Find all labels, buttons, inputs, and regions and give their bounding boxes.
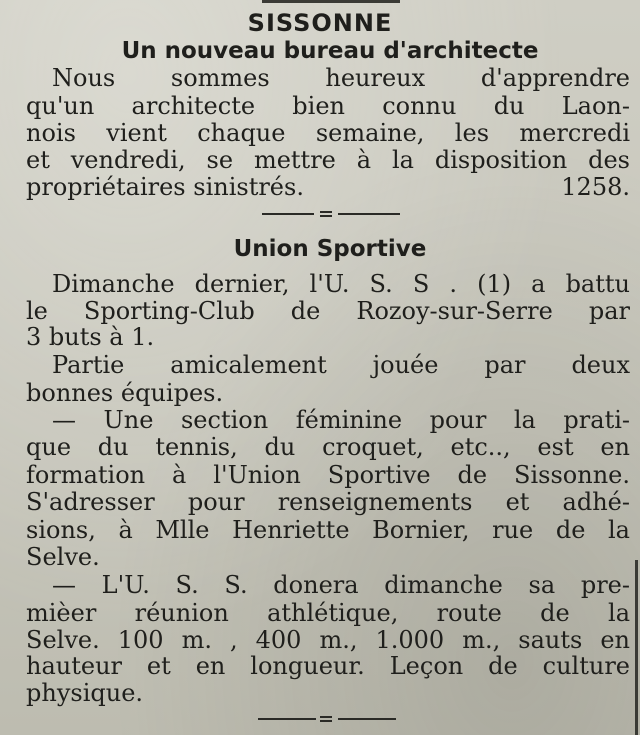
column-rule [635, 560, 638, 735]
article-line: S'adresser pour renseignements et adhé- [26, 488, 630, 516]
article-line: hauteur et en longueur. Leçon de culture [26, 652, 630, 680]
article-line: 3 buts à 1. [26, 323, 155, 351]
article-title: Un nouveau bureau d'architecte [121, 38, 539, 64]
article-line: mièer réunion athlétique, route de la [26, 599, 630, 627]
article-line: le Sporting-Club de Rozoy-sur-Serre par [26, 297, 630, 325]
article-line: que du tennis, du croquet, etc.., est en [26, 433, 630, 461]
article-line: et vendredi, se mettre à la disposition des [26, 146, 630, 174]
separator [0, 712, 640, 726]
reference-number: 1258. [561, 173, 630, 201]
article-line: — L'U. S. S. donera dimanche sa pre- [52, 571, 630, 599]
top-rule [262, 0, 400, 3]
article-line: formation à l'Union Sportive de Sissonne. [26, 461, 630, 489]
article-title: Union Sportive [233, 236, 427, 262]
article-line: Partie amicalement jouée par deux [52, 351, 630, 379]
article-line: bonnes équipes. [26, 379, 224, 407]
article-line: Dimanche dernier, l'U. S. S . (1) a battu [52, 270, 630, 298]
separator [0, 207, 640, 221]
article-last-line [26, 173, 630, 201]
article-line: physique. [26, 679, 144, 707]
article-line: nois vient chaque semaine, les mercredi [26, 119, 630, 147]
article-line: — Une section féminine pour la prati- [52, 406, 630, 434]
article-line: Nous sommes heureux d'apprendre [52, 64, 630, 92]
article-line: Selve. 100 m. , 400 m., 1.000 m., sauts en [26, 626, 630, 654]
article-line: sions, à Mlle Henriette Bornier, rue de la [26, 516, 630, 544]
article-line: propriétaires sinistrés. [26, 173, 304, 201]
article-line: Selve. [26, 543, 100, 571]
article-place-heading: SISSONNE [247, 9, 393, 37]
article-line: qu'un architecte bien connu du Laon- [26, 92, 630, 120]
